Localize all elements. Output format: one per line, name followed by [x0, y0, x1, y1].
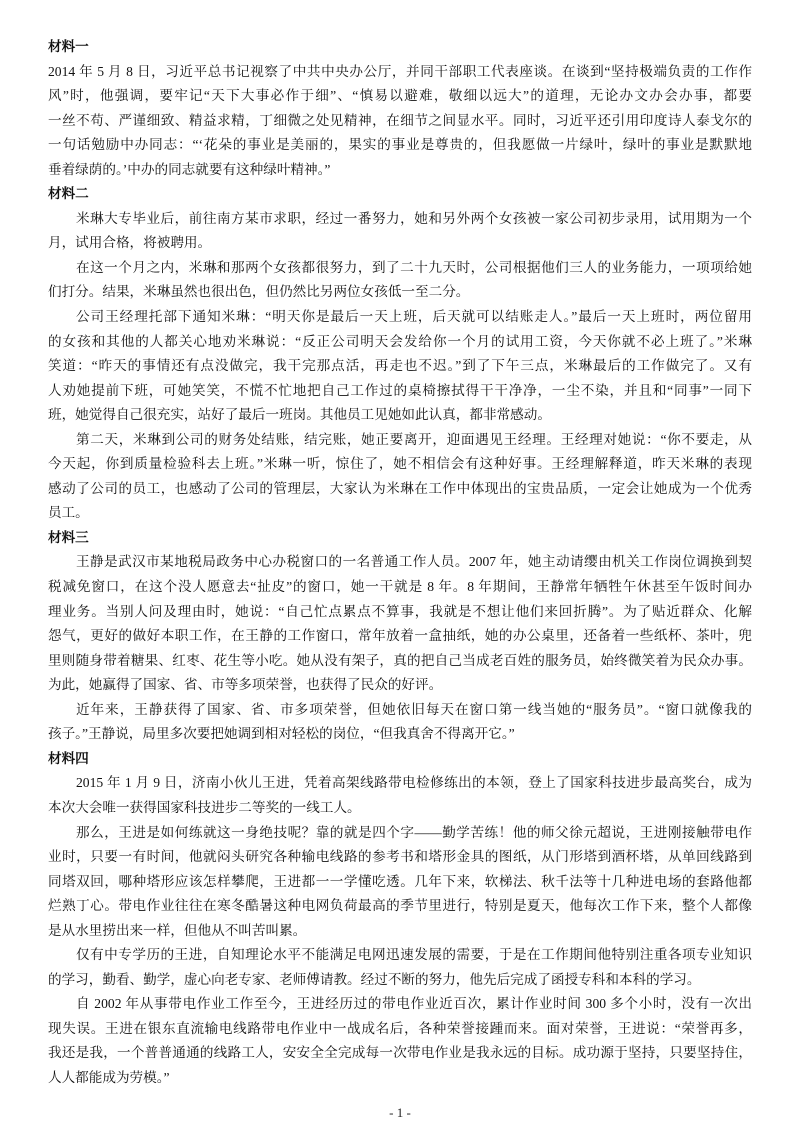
document-body [48, 35, 752, 1091]
paragraph-line: 第二天，米琳到公司的财务处结账，结完账，她正要离开，迎面遇见王经理。王经理对她说：“你不要走，从 [76, 431, 752, 447]
paragraph-line: 一句话勉励中办同志：“‘花朵的事业是美丽的，果实的事业是尊贵的，但我愿做一片绿叶，绿叶的事业是默默地 [48, 137, 752, 153]
material-heading: 材料三 [48, 529, 89, 545]
paragraph [48, 943, 752, 992]
material-heading: 材料二 [48, 186, 89, 202]
paragraph-line: 业时，只要一有时间，他就闷头研究各种输电线路的参考书和塔形金具的图纸，从门形塔到酒杯塔，从单回线路到 [48, 849, 752, 865]
paragraph-line: 王静是武汉市某地税局政务中心办税窗口的一名普通工作人员。2007 年，她主动请缨由机关工作岗位调换到契 [76, 554, 752, 570]
paragraph-line: 感动了公司的员工，也感动了公司的管理层，大家认为米琳在工作中体现出的宝贵品质，一定会让她成为一个优秀 [48, 480, 752, 496]
paragraph-line: 笑道：“昨天的事情还有点没做完，我干完那点活，再走也不迟。”到了下午三点，米琳最后的工作做完了。又有 [48, 358, 752, 374]
paragraph-line: 风”时，他强调，要牢记“天下大事必作于细”、“慎易以避难，敬细以远大”的道理，无论办文办会办事，都要 [48, 88, 752, 104]
paragraph [48, 821, 752, 944]
paragraph [48, 698, 752, 747]
paragraph-line: 为此，她赢得了国家、省、市等多项荣誉，也获得了民众的好评。 [48, 677, 443, 693]
material-section [48, 526, 752, 747]
paragraph-line: 是从水里捞出来一样，但他从不叫苦叫累。 [48, 922, 307, 938]
paragraph-line: 现失误。王进在银东直流输电线路带电作业中一战成名后，各种荣誉接踵而来。面对荣誉，王进说：“荣誉再多， [48, 1020, 752, 1036]
material-section [48, 35, 752, 182]
paragraph-line: 仅有中专学历的王进，自知理论水平不能满足电网迅速发展的需要，于是在工作期间他特别注重各项专业知识 [76, 947, 752, 963]
paragraph-line: 自 2002 年从事带电作业工作至今，王进经历过的带电作业近百次，累计作业时间 300 多个小时，没有一次出 [76, 996, 752, 1012]
paragraph-line: 班，她觉得自己很充实，站好了最后一班岗。其他员工见她如此认真，都非常感动。 [48, 407, 551, 423]
material-heading: 材料四 [48, 750, 89, 766]
paragraph-line: 烂熟丁心。带电作业往往在寒冬酷暑这种电网负荷最高的季节里进行，特别是夏天，他每次工作下来，整个人都像 [48, 898, 752, 914]
paragraph [48, 428, 752, 526]
paragraph [48, 992, 752, 1090]
paragraph-line: 一丝不苟、严谨细致、精益求精，丁细微之处见精神，在细节之间显水平。同时，习近平还引用印度诗人泰戈尔的 [48, 112, 752, 128]
paragraph [48, 771, 752, 820]
paragraph [48, 550, 752, 697]
paragraph-line: 员工。 [48, 505, 89, 521]
paragraph-line: 的女孩和其他的人都关心地劝米琳说：“反正公司明天会发给你一个月的试用工资，今天你就不必上班了。”米琳 [48, 333, 752, 349]
paragraph [48, 305, 752, 428]
paragraph-line: 本次大会唯一获得国家科技进步二等奖的一线工人。 [48, 799, 361, 815]
paragraph-line: 的学习，勤看、勤学，虚心向老专家、老师傅请教。经过不断的努力，他先后完成了函授专科和本科的学习。 [48, 971, 701, 987]
paragraph-line: 垂着绿荫的。’中办的同志就要有这种绿叶精神。” [48, 161, 331, 177]
paragraph-line: 同塔双回，哪种塔形应该怎样攀爬，王进都一一学懂吃透。几年下来，软梯法、秋千法等十几种进电场的套路他都 [48, 873, 752, 889]
paragraph-line: 2014 年 5 月 8 日，习近平总书记视察了中共中央办公厅，并同干部职工代表座谈。在谈到“坚持极端负责的工作作 [48, 63, 752, 79]
paragraph-line: 那么，王进是如何练就这一身绝技呢？靠的就是四个字——勤学苦练！他的师父徐元超说，王进刚接触带电作 [76, 824, 752, 840]
paragraph-line: 理业务。当别人问及理由时，她说：“自己忙点累点不算事，我就是不想让他们来回折腾”。为了贴近群众、化解 [48, 603, 752, 619]
paragraph [48, 256, 752, 305]
material-heading: 材料一 [48, 39, 89, 54]
paragraph-line: 我还是我，一个普普通通的线路工人，安安全全完成每一次带电作业是我永远的目标。成功源于坚持，只要坚持住， [48, 1045, 752, 1061]
paragraph-line: 们打分。结果，米琳虽然也很出色，但仍然比另两位女孩低一至二分。 [48, 284, 470, 300]
paragraph-line: 孩子。”王静说，局里多次要把她调到相对轻松的岗位，“但我真舍不得离开它。” [48, 726, 515, 742]
paragraph-line: 米琳大专毕业后，前往南方某市求职，经过一番努力，她和另外两个女孩被一家公司初步录用，试用期为一个 [76, 210, 752, 226]
paragraph-line: 2015 年 1 月 9 日，济南小伙儿王进，凭着高架线路带电检修练出的本领，登上了国家科技进步最高奖台，成为 [76, 775, 752, 791]
paragraph-line: 在这一个月之内，米琳和那两个女孩都很努力，到了二十九天时，公司根据他们三人的业务能力，一项项给她 [76, 259, 752, 275]
material-section [48, 747, 752, 1091]
paragraph [48, 207, 752, 256]
paragraph-line: 人人都能成为劳模。” [48, 1069, 170, 1085]
paragraph-line: 今天起，你到质量检验科去上班。”米琳一听，惊住了，她不相信会有这种好事。王经理解释道，昨天米琳的表现 [48, 456, 752, 472]
paragraph [48, 60, 752, 183]
paragraph-line: 怨气，更好的做好本职工作，在王静的工作窗口，常年放着一盒抽纸，她的办公桌里，还备着一些纸杯、茶叶，兜 [48, 628, 752, 644]
paragraph-line: 月，试用合格，将被聘用。 [48, 235, 212, 251]
page-number: - 1 - [389, 1105, 411, 1120]
paragraph-line: 税减免窗口，在这个没人愿意去“扯皮”的窗口，她一干就是 8 年。8 年期间，王静常年牺牲午休甚至午饭时间办 [48, 579, 752, 595]
material-section [48, 182, 752, 526]
paragraph-line: 里则随身带着糖果、红枣、花生等小吃。她从没有架子，真的把自己当成老百姓的服务员，始终微笑着为民众办事。 [48, 652, 752, 668]
paragraph-line: 近年来，王静获得了国家、省、市多项荣誉，但她依旧每天在窗口第一线当她的“服务员”。“窗口就像我的 [76, 701, 752, 717]
paragraph-line: 公司王经理托部下通知米琳：“明天你是最后一天上班，后天就可以结账走人。”最后一天上班时，两位留用 [76, 309, 752, 325]
paragraph-line: 人劝她提前下班，可她笑笑，不慌不忙地把自己工作过的桌椅擦拭得干干净净，一尘不染，并且和“同事”一同下 [48, 382, 752, 398]
